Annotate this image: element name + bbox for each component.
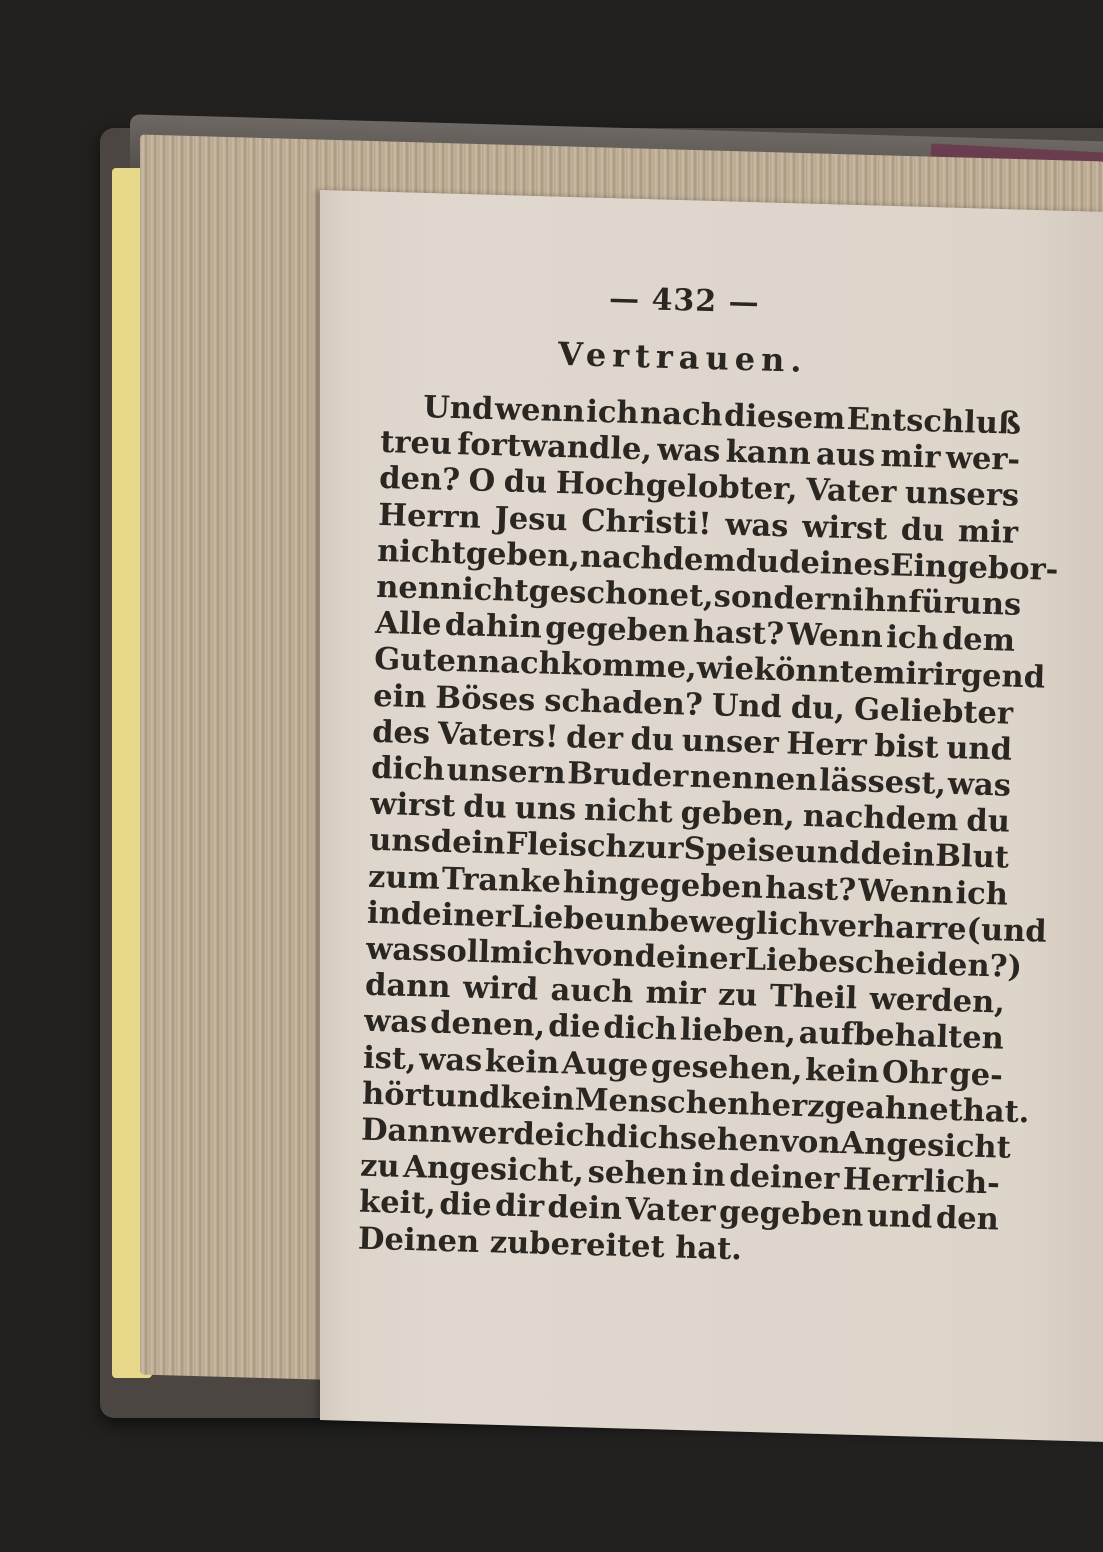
body-text — [357, 388, 1059, 1274]
text-line: Herrn Jesu Christi! was wirst du mir — [377, 496, 1019, 551]
text-line: zu Angesicht, sehen in deiner Herrlich- — [359, 1147, 1001, 1202]
text-line: dann wird auch mir zu Theil werden, — [364, 966, 1006, 1021]
text-line: des Vaters! der du unser Herr bist und — [371, 713, 1013, 768]
text-line: was soll mich von deiner Liebe scheiden?) — [365, 930, 1023, 986]
text-line: keit, die dir dein Vater gegeben und den — [358, 1184, 1000, 1238]
text-line: zum Tranke hingegeben hast? Wenn ich — [367, 858, 1009, 913]
text-line: Dann werde ich dich sehen von Angesicht — [360, 1111, 1012, 1166]
page-number: — 432 — — [608, 281, 761, 321]
text-line: hört und kein Menschenherz geahnet hat. — [361, 1075, 1030, 1131]
text-line: dich unsern Bruder nennen lässest, was — [370, 749, 1012, 804]
text-line: was denen, die dich lieben, aufbehalten — [363, 1003, 1005, 1058]
text-line: ist, was kein Auge gesehen, kein Ohr ge- — [362, 1039, 1004, 1094]
text-line: ein Böses schaden? Und du, Geliebter — [372, 677, 1014, 732]
text-line: in deiner Liebe unbeweglich verharre (und — [366, 894, 1048, 950]
text-line: Deinen zubereitet hat. — [357, 1220, 743, 1268]
chapter-title: Vertrauen. — [557, 334, 809, 380]
text-line: treu fortwandle, was kann aus mir wer- — [379, 424, 1021, 479]
page-text — [357, 275, 1059, 1274]
text-line: uns dein Fleisch zur Speise und dein Blut — [368, 822, 1010, 877]
text-line: Guten nachkomme, wie könnte mir irgend — [373, 641, 1046, 697]
text-line: wirst du uns nicht geben, nachdem du — [369, 786, 1011, 840]
text-line: nicht geben, nachdem du deines Eingebor- — [376, 532, 1059, 588]
text-line: Und wenn ich nach diesem Entschluß — [422, 389, 1022, 442]
text-line: den? O du Hochgelobter, Vater unsers — [378, 460, 1020, 515]
text-line: Alle dahin gegeben hast? Wenn ich dem — [374, 605, 1016, 659]
text-line: nen nicht geschonet, sondern ihn für uns — [375, 568, 1022, 623]
